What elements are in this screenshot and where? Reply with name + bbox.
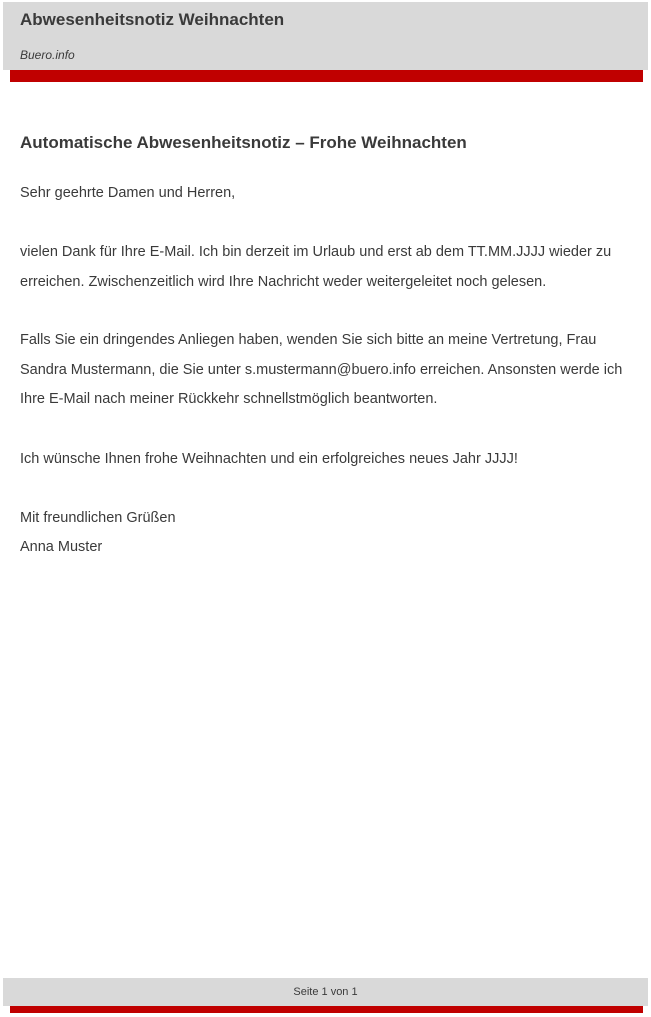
closing: Mit freundlichen Grüßen (20, 510, 176, 526)
footer-accent-bar (10, 1006, 643, 1013)
page-header (3, 2, 648, 70)
document-title: Automatische Abwesenheitsnotiz – Frohe Weihnachten (20, 133, 467, 152)
header-subtitle: Buero.info (20, 48, 75, 62)
header-accent-bar (10, 70, 643, 82)
page-footer (3, 978, 648, 1006)
paragraph-3: Ich wünsche Ihnen frohe Weihnachten und ein erfolgreiches neues Jahr JJJJ! (20, 451, 518, 467)
page-number: Seite 1 von 1 (293, 986, 358, 998)
salutation: Sehr geehrte Damen und Herren, (20, 185, 236, 201)
document-body (20, 130, 625, 555)
signature-name: Anna Muster (20, 539, 103, 555)
paragraph-1: vielen Dank für Ihre E-Mail. Ich bin derzeit im Urlaub und erst ab dem TT.MM.JJJJ wieder zu erreichen. Zwischenzeitlich wird Ihre Nachricht weder weitergeleitet noch gelesen. (20, 244, 612, 290)
header-title: Abwesenheitsnotiz Weihnachten (20, 10, 285, 29)
paragraph-2: Falls Sie ein dringendes Anliegen haben, wenden Sie sich bitte an meine Vertretung, Frau Sandra Mustermann, die Sie unter s.mustermann@buero.info erreichen. Ansonsten werde ich Ihre E-Mail nach meiner Rückkehr schnellstmöglich beantworten. (20, 332, 623, 407)
